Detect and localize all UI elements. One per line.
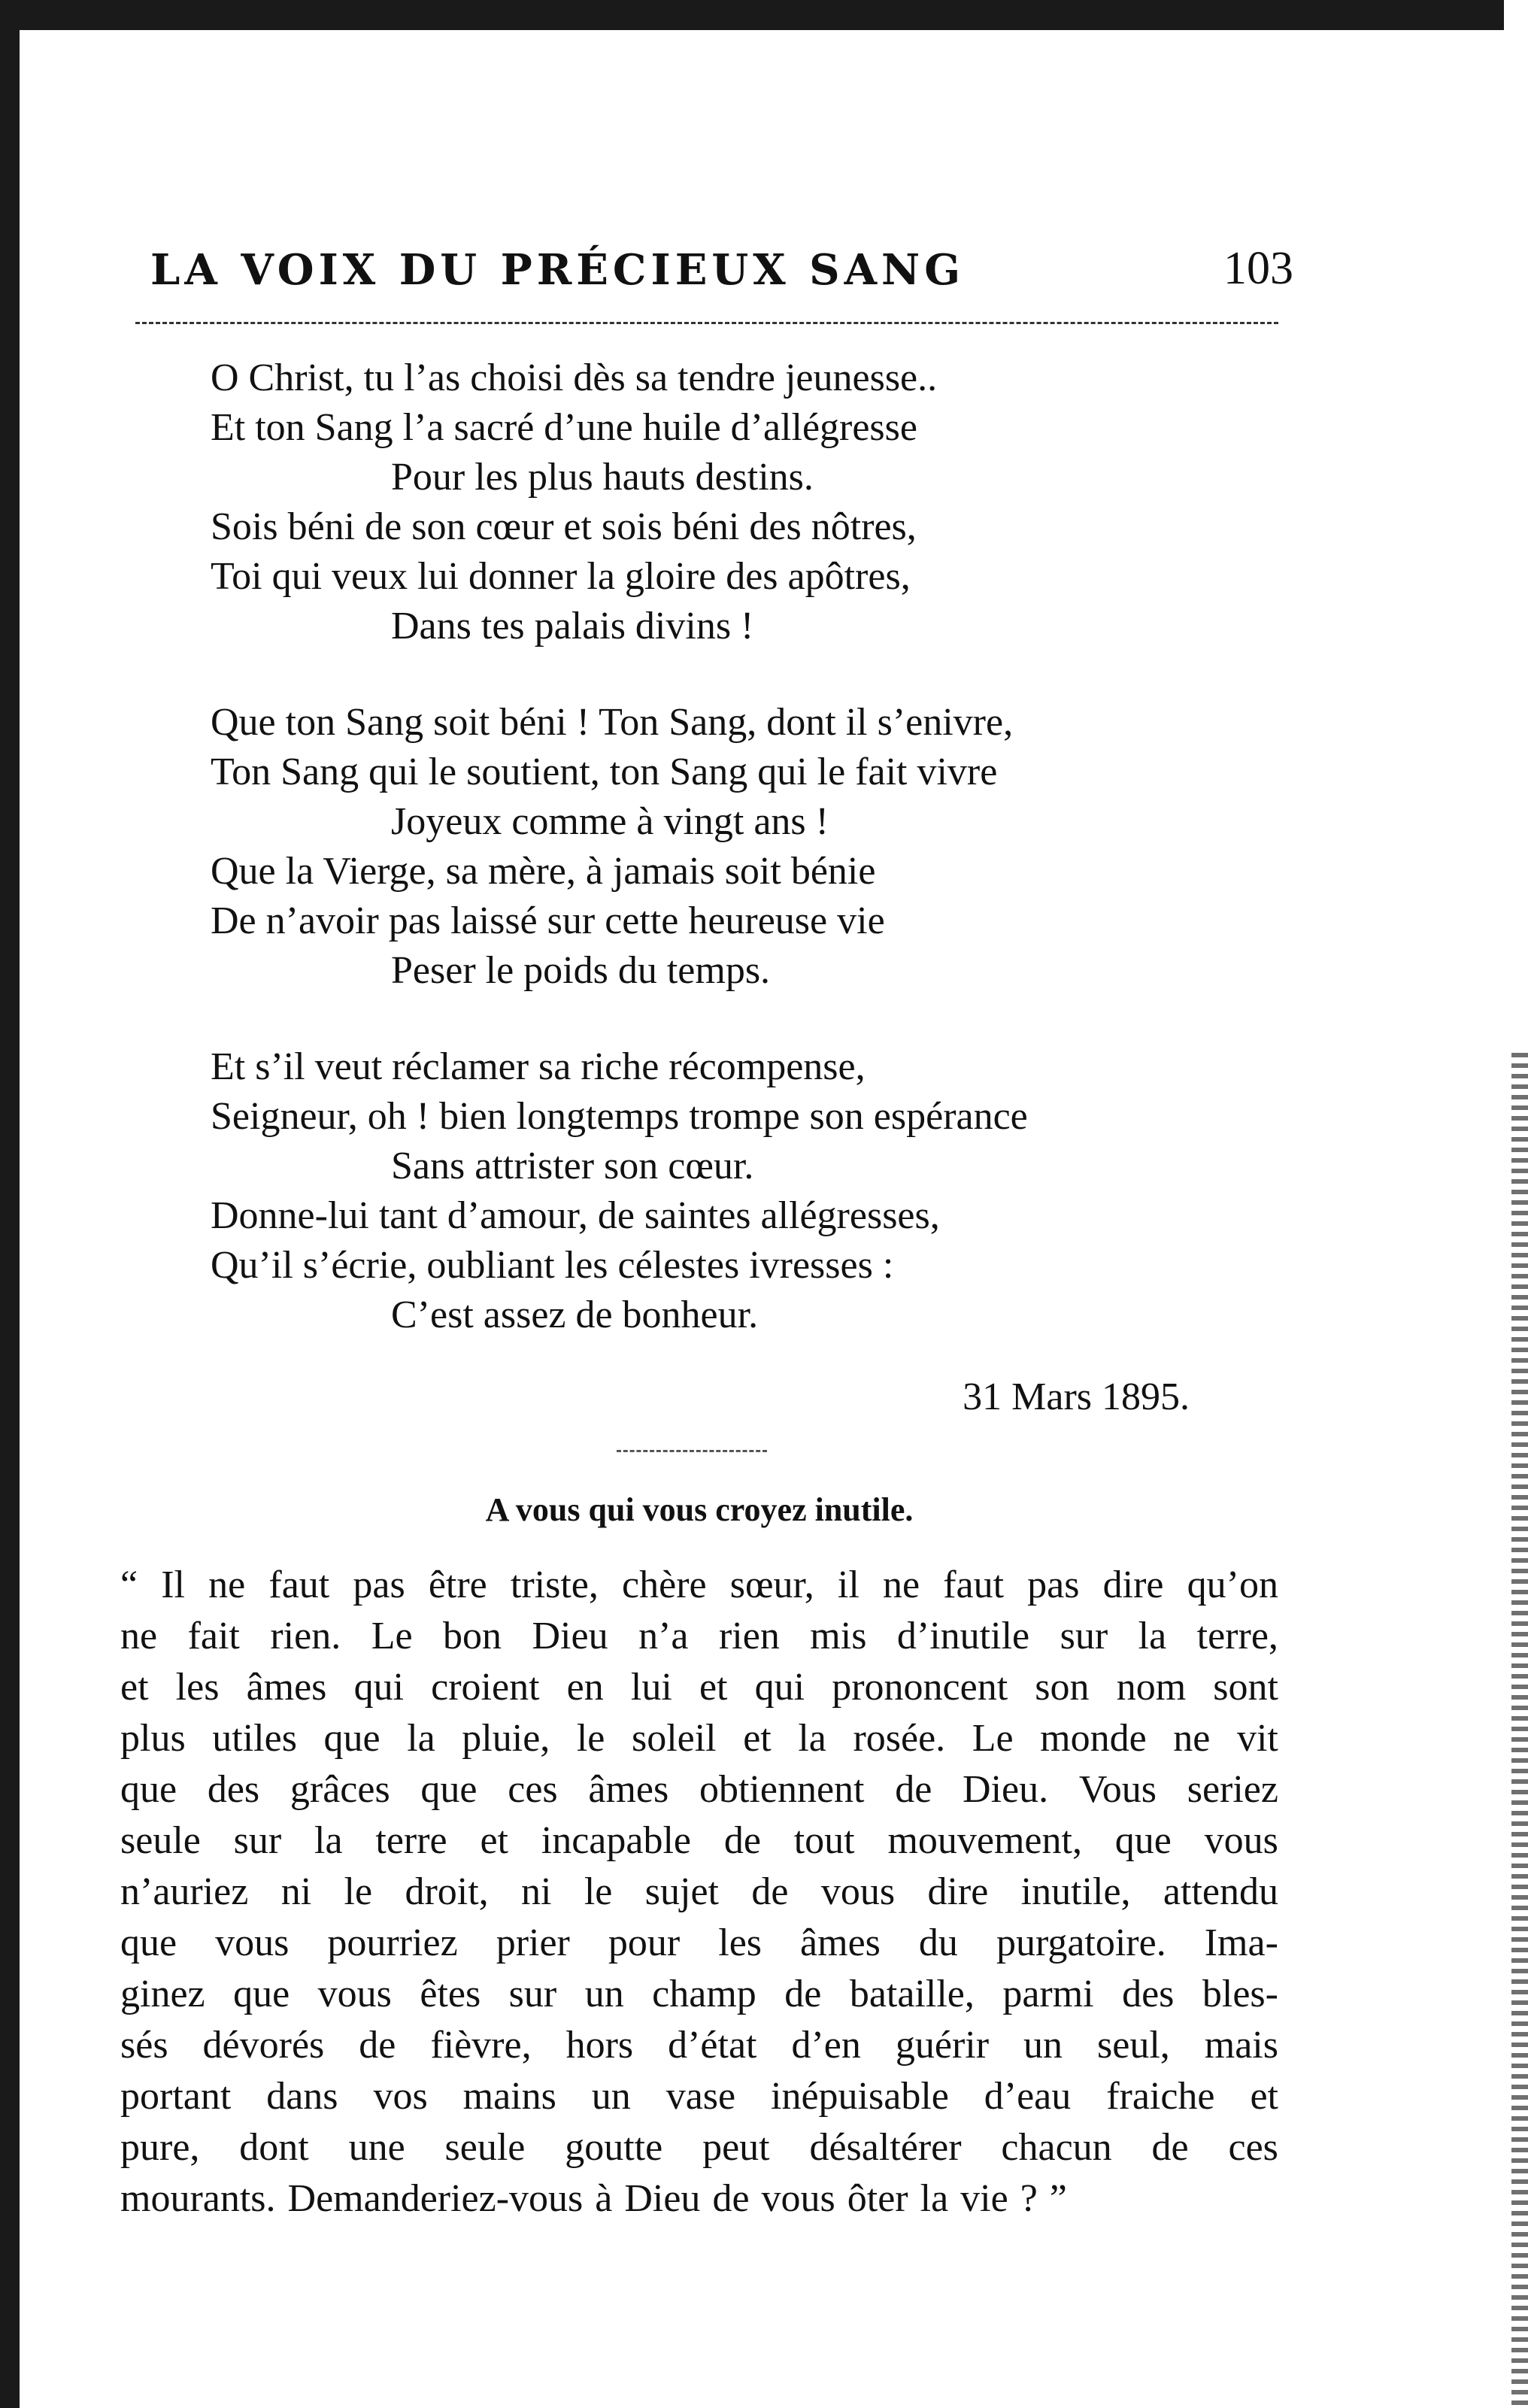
verse-line: Pour les plus hauts destins.: [391, 456, 814, 499]
header-rule: [135, 322, 1278, 324]
verse-line: Et s’il veut réclamer sa riche récompense,: [211, 1045, 866, 1088]
prose-paragraph: [120, 1560, 1278, 2225]
page-number: 103: [1223, 243, 1293, 294]
prose-line: portant dans vos mains un vase inépuisable d’eau fraiche et: [120, 2075, 1278, 2118]
poem-date: 31 Mars 1895.: [963, 1375, 1190, 1418]
section-title: A vous qui vous croyez inutile.: [485, 1491, 914, 1528]
prose-line: “ Il ne faut pas être triste, chère sœur, il ne faut pas dire qu’on: [120, 1563, 1278, 1606]
verse-line: O Christ, tu l’as choisi dès sa tendre jeunesse..: [211, 356, 938, 399]
prose-line: et les âmes qui croient en lui et qui prononcent son nom sont: [120, 1666, 1278, 1709]
verse-line: Toi qui veux lui donner la gloire des apôtres,: [211, 555, 911, 598]
prose-line: que vous pourriez prier pour les âmes du purgatoire. Ima-: [120, 1921, 1278, 1964]
poem: [211, 353, 1263, 1387]
verse-line: Sois béni de son cœur et sois béni des nôtres,: [211, 505, 917, 548]
prose-line: ginez que vous êtes sur un champ de bataille, parmi des bles-: [120, 1973, 1278, 2015]
verse-line: Dans tes palais divins !: [391, 605, 754, 647]
verse-line: Peser le poids du temps.: [391, 949, 771, 992]
running-head: [150, 239, 1293, 299]
page-right-edge-shadow: [1511, 1053, 1528, 2408]
verse-line: Donne-lui tant d’amour, de saintes allégresses,: [211, 1194, 940, 1237]
prose-line: mourants. Demanderiez-vous à Dieu de vous ôter la vie ? ”: [120, 2177, 1067, 2220]
running-title: LA VOIX DU PRÉCIEUX SANG: [150, 245, 966, 295]
verse-line: Et ton Sang l’a sacré d’une huile d’allégresse: [211, 406, 917, 449]
verse-line: Que ton Sang soit béni ! Ton Sang, dont il s’enivre,: [211, 701, 1014, 744]
verse-line: Que la Vierge, sa mère, à jamais soit bénie: [211, 850, 876, 893]
stanza-1: [211, 353, 1263, 651]
verse-line: Ton Sang qui le soutient, ton Sang qui le fait vivre: [211, 751, 998, 793]
prose-line: seule sur la terre et incapable de tout mouvement, que vous: [120, 1819, 1278, 1862]
verse-line: Qu’il s’écrie, oubliant les célestes ivresses :: [211, 1244, 894, 1287]
page-left-border: [0, 0, 20, 2408]
prose-line: n’auriez ni le droit, ni le sujet de vous dire inutile, attendu: [120, 1870, 1278, 1913]
stanza-2: [211, 698, 1263, 996]
verse-line: C’est assez de bonheur.: [391, 1293, 759, 1336]
stanza-3: [211, 1042, 1263, 1340]
prose-line: sés dévorés de fièvre, hors d’état d’en guérir un seul, mais: [120, 2024, 1278, 2067]
verse-line: Seigneur, oh ! bien longtemps trompe son espérance: [211, 1095, 1028, 1138]
prose-line: plus utiles que la pluie, le soleil et la rosée. Le monde ne vit: [120, 1717, 1278, 1760]
prose-line: ne fait rien. Le bon Dieu n’a rien mis d’inutile sur la terre,: [120, 1615, 1278, 1657]
verse-line: De n’avoir pas laissé sur cette heureuse vie: [211, 899, 885, 942]
section-separator: [617, 1450, 767, 1452]
verse-line: Sans attrister son cœur.: [391, 1145, 754, 1187]
prose-line: pure, dont une seule goutte peut désaltérer chacun de ces: [120, 2126, 1278, 2169]
verse-line: Joyeux comme à vingt ans !: [391, 800, 829, 843]
page-top-border: [0, 0, 1504, 30]
prose-line: que des grâces que ces âmes obtiennent de Dieu. Vous seriez: [120, 1768, 1278, 1811]
